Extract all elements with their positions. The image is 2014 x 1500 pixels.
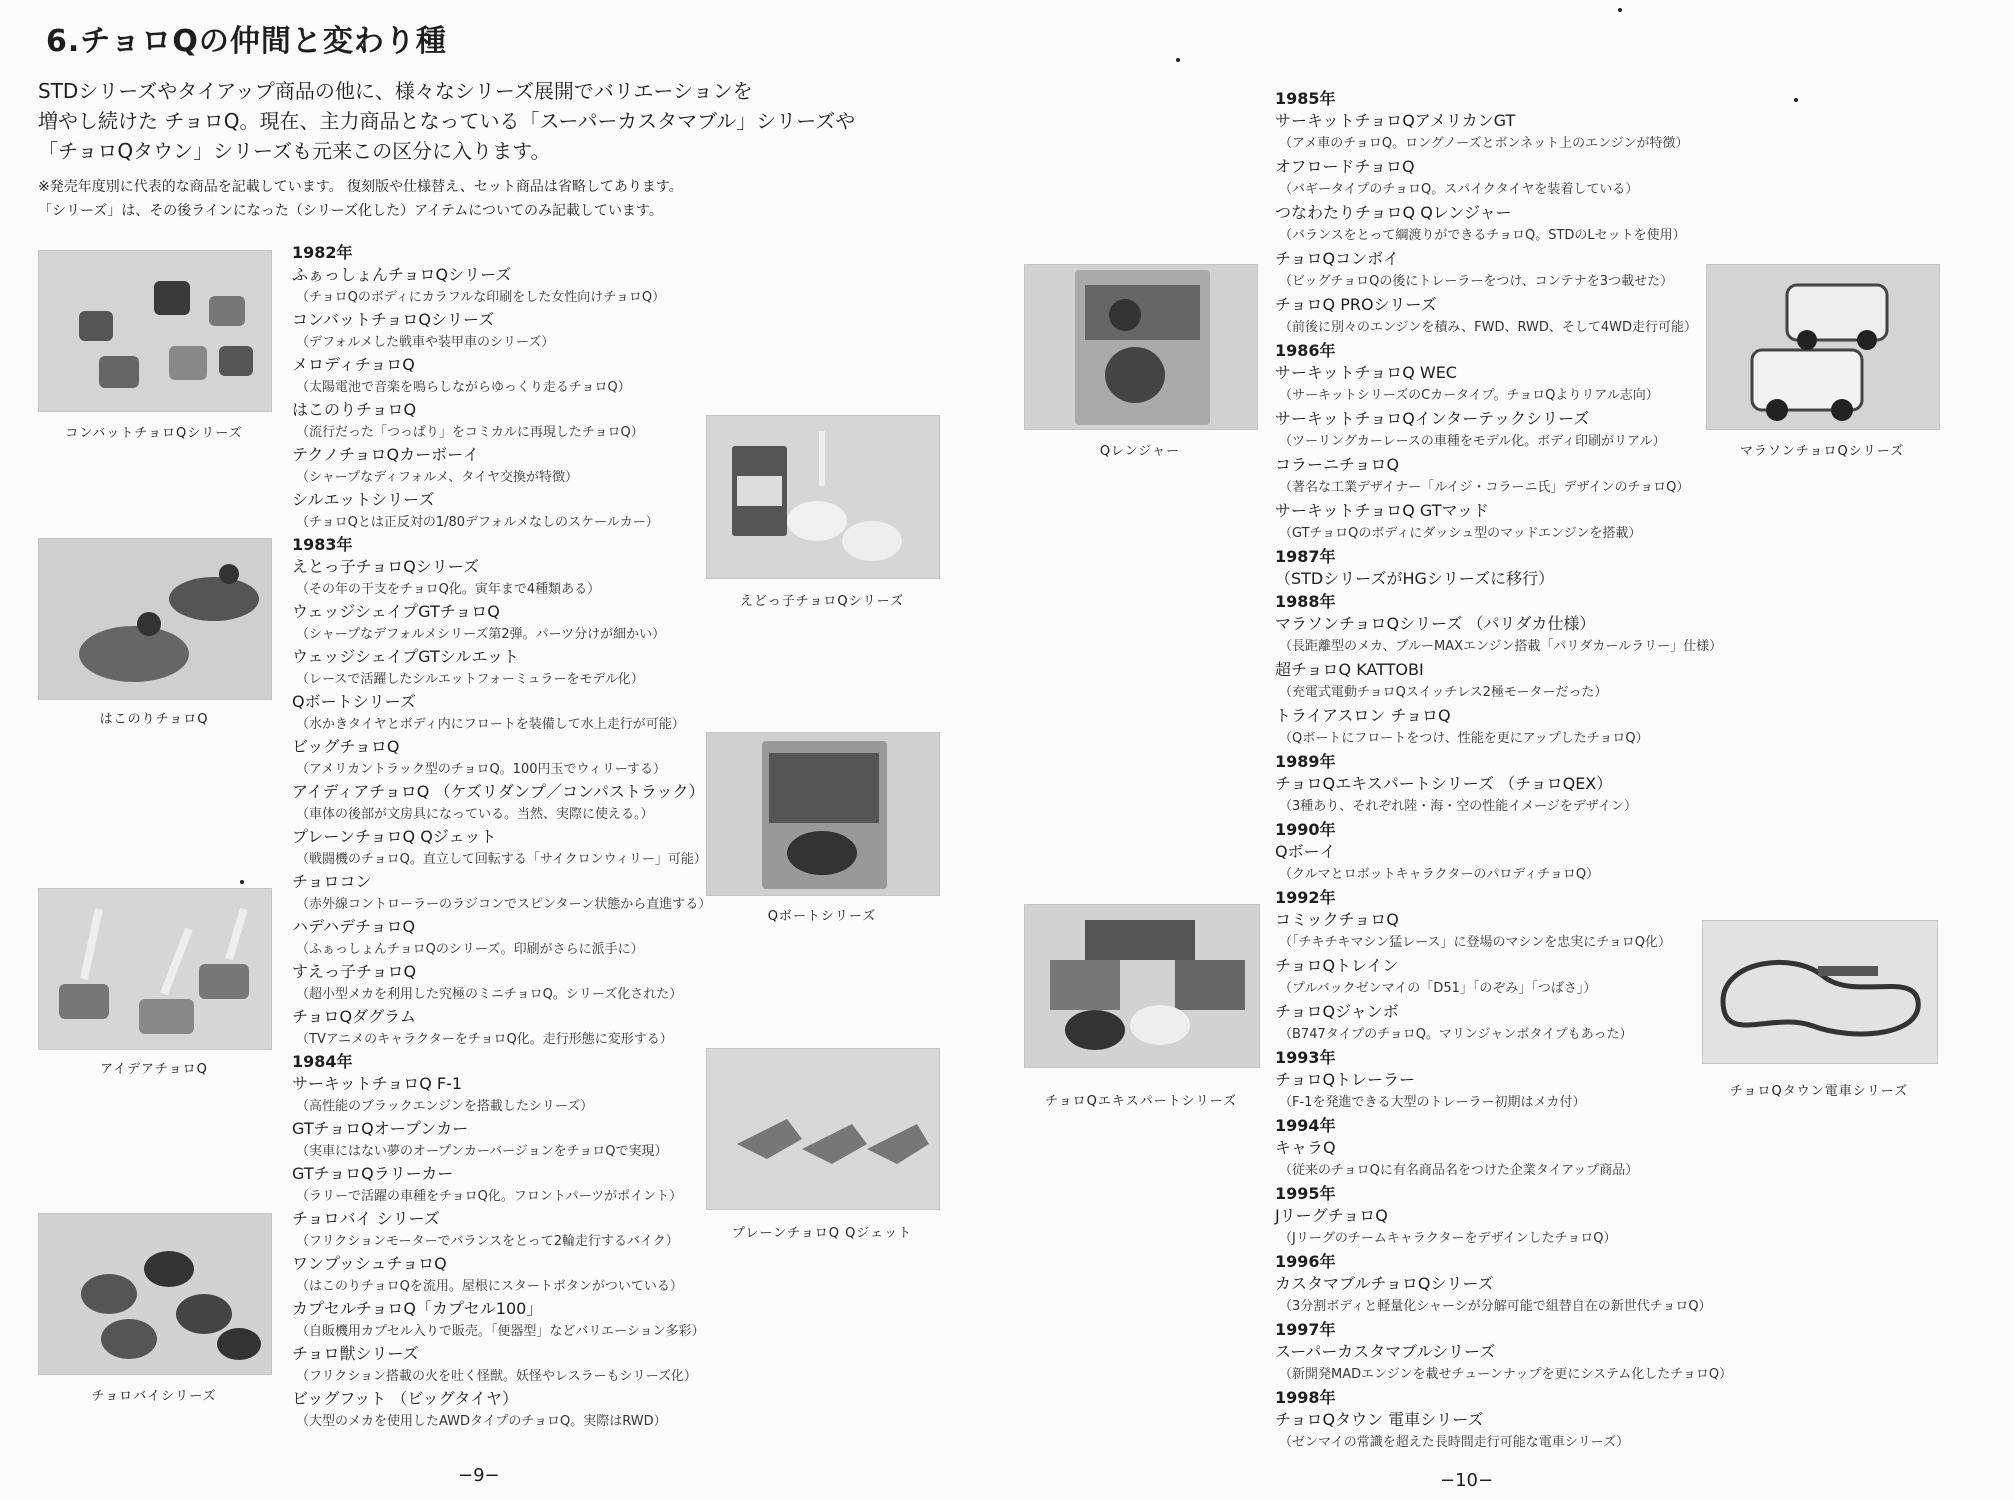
- product-description: （ラリーで活躍の車種をチョロQ化。フロントパーツがポイント）: [296, 1188, 683, 1204]
- product-description: （著名な工業デザイナー「ルイジ・コラーニ氏」デザインのチョロQ）: [1279, 480, 1690, 495]
- product-description: （サーキットシリーズのCカータイプ。チョロQよりリアル志向）: [1279, 388, 1659, 403]
- product-description: （従来のチョロQに有名商品名をつけた企業タイアップ商品）: [1279, 1163, 1639, 1178]
- product-name: えとっ子チョロQシリーズ: [292, 557, 479, 576]
- product-name: すえっ子チョロQ: [292, 962, 417, 981]
- year-heading: 1994年: [1275, 1116, 1336, 1135]
- product-description: （大型のメカを使用したAWDタイプのチョロQ。実際はRWD）: [296, 1413, 667, 1429]
- product-name: チョロQトレーラー: [1275, 1070, 1416, 1089]
- product-description: （F-1を発進できる大型のトレーラー初期はメカ付）: [1279, 1095, 1586, 1110]
- product-description: （プルバックゼンマイの「D51」「のぞみ」「つばさ」）: [1279, 981, 1597, 996]
- product-name: コラーニチョロQ: [1275, 455, 1400, 474]
- photo-combat: [38, 250, 272, 412]
- product-description: （はこのりチョロQを流用。屋根にスタートボタンがついている）: [296, 1278, 683, 1294]
- product-name: オフロードチョロQ: [1275, 157, 1415, 176]
- product-name: ビッグチョロQ: [292, 737, 400, 756]
- product-description: （「チキチキマシン猛レース」に登場のマシンを忠実にチョロQ化）: [1279, 935, 1672, 950]
- product-description: （B747タイプのチョロQ。マリンジャンボタイプもあった）: [1279, 1027, 1633, 1042]
- caption-etokko: えどっ子チョロQシリーズ: [740, 594, 904, 609]
- product-name: チョロQジャンボ: [1275, 1002, 1399, 1021]
- product-name: アイディアチョロQ （ケズリダンプ／コンパストラック）: [292, 782, 705, 801]
- photo-etokko: [706, 415, 940, 579]
- product-name: チョロQコンボイ: [1275, 249, 1400, 268]
- year-heading: 1996年: [1275, 1252, 1336, 1271]
- product-name: Qボートシリーズ: [292, 692, 416, 711]
- caption-combat: コンバットチョロQシリーズ: [65, 426, 243, 441]
- year-heading: 1990年: [1275, 820, 1336, 839]
- product-name: ウェッジシェイプGTチョロQ: [292, 602, 500, 621]
- product-name: テクノチョロQカーボーイ: [292, 445, 480, 464]
- product-name: プレーンチョロQ Qジェット: [292, 827, 497, 846]
- footnote: [38, 175, 918, 223]
- product-name: シルエットシリーズ: [292, 490, 435, 509]
- product-description: （チョロQのボディにカラフルな印刷をした女性向けチョロQ）: [296, 289, 666, 305]
- product-description: （赤外線コントローラーのラジコンでスピンターン状態から直進する）: [296, 896, 712, 912]
- product-description: （アメリカントラック型のチョロQ。100円玉でウィリーする）: [296, 761, 667, 777]
- product-description: （バランスをとって綱渡りができるチョロQ。STDのLセットを使用）: [1279, 228, 1686, 243]
- product-name: ふぁっしょんチョロQシリーズ: [292, 265, 512, 284]
- photo-idea: [38, 888, 272, 1050]
- product-description: （前後に別々のエンジンを積み、FWD、RWD、そして4WD走行可能）: [1279, 320, 1697, 335]
- photo-town: [1702, 920, 1938, 1064]
- year-heading: 1989年: [1275, 752, 1336, 771]
- caption-hakonori: はこのりチョロQ: [99, 712, 209, 727]
- product-description: （レースで活躍したシルエットフォーミュラーをモデル化）: [296, 671, 644, 687]
- caption-town: チョロQタウン電車シリーズ: [1729, 1084, 1909, 1099]
- year-heading: 1995年: [1275, 1184, 1336, 1203]
- scan-speck: [1794, 98, 1798, 102]
- product-description: （クルマとロボットキャラクターのパロディチョロQ）: [1279, 867, 1600, 882]
- scan-speck: [1176, 58, 1180, 62]
- year-heading: 1988年: [1275, 592, 1336, 611]
- photo-hakonori: [38, 538, 272, 700]
- product-description: （デフォルメした戦車や装甲車のシリーズ）: [296, 334, 555, 350]
- caption-expert: チョロQエキスパートシリーズ: [1045, 1094, 1237, 1109]
- product-name: チョロコン: [292, 872, 372, 891]
- product-description: （GTチョロQのボディにダッシュ型のマッドエンジンを搭載）: [1279, 526, 1642, 541]
- caption-qboat: Qボートシリーズ: [767, 909, 877, 924]
- product-name: チョロ獣シリーズ: [292, 1344, 419, 1363]
- left-page: [0, 0, 1000, 1500]
- product-name: チョロQトレイン: [1275, 956, 1399, 975]
- product-name: ビッグフット （ビッグタイヤ）: [292, 1389, 519, 1408]
- year-heading: 1987年: [1275, 547, 1336, 566]
- year-heading: 1997年: [1275, 1320, 1336, 1339]
- product-name: コミックチョロQ: [1275, 910, 1399, 929]
- product-name: コンバットチョロQシリーズ: [292, 310, 495, 329]
- product-description: （シャープなディフォルメ、タイヤ交換が特徴）: [296, 469, 578, 485]
- caption-chorobike: チョロバイシリーズ: [91, 1389, 217, 1404]
- intro-line: STDシリーズやタイアップ商品の他に、様々なシリーズ展開でバリエーションを: [38, 79, 753, 103]
- page-number: −9−: [458, 1465, 500, 1486]
- product-description: （フリクション搭載の火を吐く怪獣。妖怪やレスラーもシリーズ化）: [296, 1368, 697, 1384]
- product-name: GTチョロQラリーカー: [292, 1164, 454, 1183]
- intro-line: 増やし続けた チョロQ。現在、主力商品となっている「スーパーカスタマブル」シリーズや: [38, 109, 856, 133]
- product-description: （チョロQとは正反対の1/80デフォルメなしのスケールカー）: [296, 514, 659, 530]
- product-description: （フリクションモーターでバランスをとって2輪走行するバイク）: [296, 1233, 679, 1249]
- product-description: （超小型メカを利用した究極のミニチョロQ。シリーズ化された）: [296, 986, 683, 1002]
- intro-line: 「チョロQタウン」シリーズも元来この区分に入ります。: [38, 139, 551, 163]
- product-name: サーキットチョロQ GTマッド: [1275, 501, 1489, 520]
- product-name: はこのりチョロQ: [292, 400, 417, 419]
- product-description: （ふぁっしょんチョロQのシリーズ。印刷がさらに派手に）: [296, 941, 644, 957]
- product-name: チョロQタウン 電車シリーズ: [1275, 1410, 1484, 1429]
- product-name: カスタマブルチョロQシリーズ: [1275, 1274, 1494, 1293]
- product-description: （新開発MADエンジンを載せチューンナップを更にシステム化したチョロQ）: [1279, 1367, 1733, 1382]
- product-description: （ゼンマイの常識を超えた長時間走行可能な電車シリーズ）: [1279, 1435, 1630, 1450]
- product-description: （車体の後部が文房具になっている。当然、実際に使える。）: [296, 806, 654, 822]
- entries-1982-1984: [292, 242, 722, 1433]
- product-name: カプセルチョロQ「カプセル100」: [292, 1299, 543, 1318]
- year-heading: 1993年: [1275, 1048, 1336, 1067]
- product-name: （STDシリーズがHGシリーズに移行）: [1275, 569, 1555, 588]
- product-description: （JリーグのチームキャラクターをデザインしたチョロQ）: [1279, 1231, 1617, 1246]
- product-description: （長距離型のメカ、ブルーMAXエンジン搭載「パリダカールラリー」仕様）: [1279, 639, 1723, 654]
- year-heading: 1992年: [1275, 888, 1336, 907]
- caption-qranger: Qレンジャー: [1099, 444, 1181, 459]
- product-name: ウェッジシェイプGTシルエット: [292, 647, 520, 666]
- product-name: ハデハデチョロQ: [292, 917, 416, 936]
- product-name: サーキットチョロQインターテックシリーズ: [1275, 409, 1590, 428]
- product-description: （ビッグチョロQの後にトレーラーをつけ、コンテナを3つ載せた）: [1279, 274, 1674, 289]
- year-heading: 1984年: [292, 1052, 353, 1071]
- product-description: （3種あり、それぞれ陸・海・空の性能イメージをデザイン）: [1279, 799, 1637, 814]
- product-name: 超チョロQ KATTOBI: [1275, 660, 1424, 679]
- product-name: GTチョロQオープンカー: [292, 1119, 469, 1138]
- entries-1985-1998: [1275, 88, 1733, 1455]
- year-heading: 1986年: [1275, 341, 1336, 360]
- page-number: −10−: [1440, 1470, 1494, 1491]
- product-name: Qボーイ: [1275, 842, 1336, 861]
- product-description: （太陽電池で音楽を鳴らしながらゆっくり走るチョロQ）: [296, 379, 631, 395]
- product-name: トライアスロン チョロQ: [1275, 706, 1451, 725]
- photo-expert: [1024, 904, 1260, 1068]
- product-name: つなわたりチョロQ Qレンジャー: [1275, 203, 1512, 222]
- product-name: チョロQ PROシリーズ: [1275, 295, 1437, 314]
- right-page: [1000, 0, 2014, 1500]
- product-description: （シャープなデフォルメシリーズ第2弾。パーツ分けが細かい）: [296, 626, 666, 642]
- product-description: （高性能のブラックエンジンを搭載したシリーズ）: [296, 1098, 594, 1114]
- product-description: （Qボートにフロートをつけ、性能を更にアップしたチョロQ）: [1279, 731, 1649, 746]
- product-name: サーキットチョロQ F-1: [292, 1074, 463, 1093]
- year-heading: 1983年: [292, 535, 353, 554]
- year-heading: 1998年: [1275, 1388, 1336, 1407]
- photo-qboat: [706, 732, 940, 896]
- product-description: （ツーリングカーレースの車種をモデル化。ボディ印刷がリアル）: [1279, 434, 1666, 449]
- product-description: （バギータイプのチョロQ。スパイクタイヤを装着している）: [1279, 182, 1639, 197]
- scan-speck: [240, 880, 244, 884]
- product-description: （水かきタイヤとボディ内にフロートを装備して水上走行が可能）: [296, 716, 685, 732]
- product-name: チョロQダグラム: [292, 1007, 416, 1026]
- year-heading: 1985年: [1275, 89, 1336, 108]
- product-name: キャラQ: [1275, 1138, 1336, 1157]
- product-description: （3分割ボディと軽量化シャーシが分解可能で組替自在の新世代チョロQ）: [1279, 1299, 1712, 1314]
- product-name: チョロバイ シリーズ: [292, 1209, 440, 1228]
- page-title: 6.チョロQの仲間と変わり種: [46, 24, 447, 59]
- year-heading: 1982年: [292, 243, 353, 262]
- product-description: （実車にはない夢のオープンカーバージョンをチョロQで実現）: [296, 1143, 668, 1159]
- product-name: メロディチョロQ: [292, 355, 415, 374]
- caption-idea: アイデアチョロQ: [100, 1062, 208, 1077]
- product-name: サーキットチョロQアメリカンGT: [1275, 111, 1516, 130]
- intro-paragraph: [38, 76, 918, 166]
- photo-marathon: [1706, 264, 1940, 430]
- photo-qranger: [1024, 264, 1258, 430]
- product-description: （その年の干支をチョロQ化。寅年まで4種類ある）: [296, 581, 601, 597]
- photo-chorobike: [38, 1213, 272, 1375]
- product-name: チョロQエキスパートシリーズ （チョロQEX）: [1275, 774, 1613, 793]
- product-description: （アメ車のチョロQ。ロングノーズとボンネット上のエンジンが特徴）: [1279, 136, 1689, 151]
- note-line: 「シリーズ」は、その後ラインになった（シリーズ化した）アイテムについてのみ記載しています。: [38, 203, 663, 219]
- scan-speck: [1618, 8, 1622, 12]
- product-description: （自販機用カプセル入りで販売。「便器型」などバリエーション多彩）: [296, 1323, 705, 1339]
- product-name: スーパーカスタマブルシリーズ: [1275, 1342, 1496, 1361]
- product-description: （TVアニメのキャラクターをチョロQ化。走行形態に変形する）: [296, 1031, 673, 1047]
- product-name: マラソンチョロQシリーズ （パリダカ仕様）: [1275, 614, 1596, 633]
- product-description: （戦闘機のチョロQ。直立して回転する「サイクロンウィリー」可能）: [296, 851, 707, 867]
- product-name: ワンプッシュチョロQ: [292, 1254, 447, 1273]
- note-line: ※発売年度別に代表的な商品を記載しています。 復刻版や仕様替え、セット商品は省略してあります。: [38, 179, 683, 195]
- product-name: JリーグチョロQ: [1275, 1206, 1388, 1225]
- product-description: （流行だった「つっぱり」をコミカルに再現したチョロQ）: [296, 424, 644, 440]
- product-name: サーキットチョロQ WEC: [1275, 363, 1457, 382]
- product-description: （充電式電動チョロQスイッチレス2極モーターだった）: [1279, 685, 1608, 700]
- caption-plane: プレーンチョロQ Qジェット: [731, 1226, 913, 1241]
- caption-marathon: マラソンチョロQシリーズ: [1739, 444, 1905, 459]
- photo-plane: [706, 1048, 940, 1210]
